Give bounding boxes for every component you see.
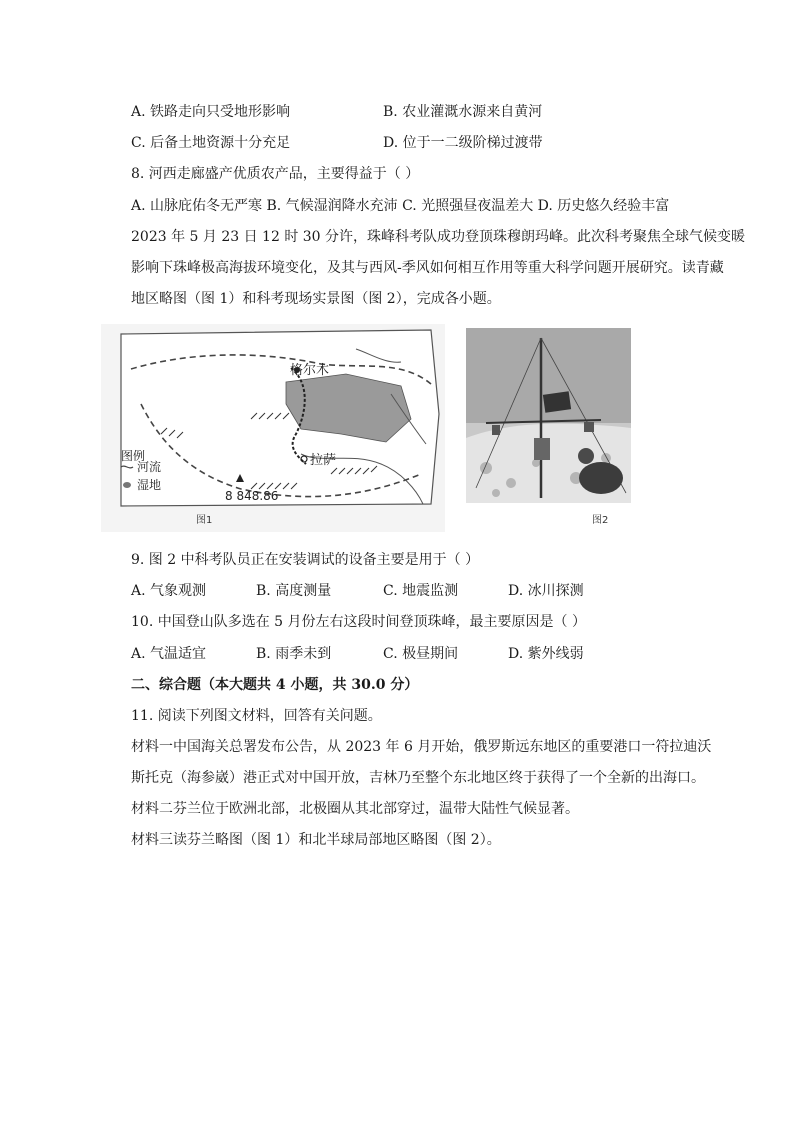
- field-photo-graphic: [466, 328, 631, 503]
- q10-stem: 10. 中国登山队多选在 5 月份左右这段时间登顶珠峰，最主要原因是（ ）: [131, 614, 586, 630]
- q11-material-3: 材料三读芬兰略图（图 1）和北半球局部地区略图（图 2）。: [131, 832, 501, 848]
- passage-line-2: 影响下珠峰极高海拔环境变化，及其与西风-季风如何相互作用等重大科学问题开展研究。读青藏: [131, 260, 724, 276]
- tibet-map-graphic: [101, 324, 445, 532]
- q10-option-d: D. 紫外线弱: [508, 646, 584, 662]
- legend-title: 图例: [121, 449, 146, 463]
- legend-river-label: 河流: [137, 460, 162, 474]
- q7-option-c: C. 后备土地资源十分充足: [131, 135, 291, 151]
- section-2-title: 二、综合题（本大题共 4 小题，共 30.0 分）: [131, 677, 419, 693]
- figure-1-map: [101, 324, 445, 532]
- label-lhasa: 拉萨: [310, 453, 337, 468]
- q7-option-b: B. 农业灌溉水源来自黄河: [383, 104, 543, 120]
- q9-option-d: D. 冰川探测: [508, 583, 584, 599]
- q8-options: A. 山脉庇佑冬无严寒 B. 气候湿润降水充沛 C. 光照强昼夜温差大 D. 历史悠久经验丰富: [131, 198, 670, 214]
- q7-option-d: D. 位于一二级阶梯过渡带: [383, 135, 543, 151]
- q11-material-2: 材料二芬兰位于欧洲北部，北极圈从其北部穿过，温带大陆性气候显著。: [131, 801, 579, 817]
- passage-line-1: 2023 年 5 月 23 日 12 时 30 分许，珠峰科考队成功登顶珠穆朗玛峰。此次科考聚焦全球气候变暖: [131, 229, 746, 245]
- q8-stem: 8. 河西走廊盛产优质农产品，主要得益于（ ）: [131, 166, 420, 182]
- q9-option-b: B. 高度测量: [256, 583, 332, 599]
- legend-wetland-icon: [123, 482, 131, 488]
- q10-option-c: C. 极昼期间: [383, 646, 459, 662]
- q10-option-a: A. 气温适宜: [131, 646, 207, 662]
- figure-1-caption: 图1: [196, 515, 213, 526]
- passage-line-3: 地区略图（图 1）和科考现场实景图（图 2），完成各小题。: [131, 291, 501, 307]
- legend-wetland-label: 湿地: [137, 478, 162, 492]
- q11-material-1-line-1: 材料一中国海关总署发布公告，从 2023 年 6 月开始，俄罗斯远东地区的重要港口一符拉迪沃: [131, 739, 712, 755]
- figure-2-photo: [466, 328, 631, 503]
- q11-stem: 11. 阅读下列图文材料，回答有关问题。: [131, 708, 382, 724]
- peak-height-label: 8 848.86: [225, 489, 279, 503]
- q9-stem: 9. 图 2 中科考队员正在安装调试的设备主要是用于（ ）: [131, 552, 480, 568]
- q10-option-b: B. 雨季未到: [256, 646, 332, 662]
- label-golmud: 格尔木: [290, 363, 330, 378]
- q9-option-a: A. 气象观测: [131, 583, 207, 599]
- q11-material-1-line-2: 斯托克（海参崴）港正式对中国开放，吉林乃至整个东北地区终于获得了一个全新的出海口。: [131, 770, 705, 786]
- q9-option-c: C. 地震监测: [383, 583, 459, 599]
- q7-option-a: A. 铁路走向只受地形影响: [131, 104, 291, 120]
- figure-2-caption: 图2: [592, 515, 609, 526]
